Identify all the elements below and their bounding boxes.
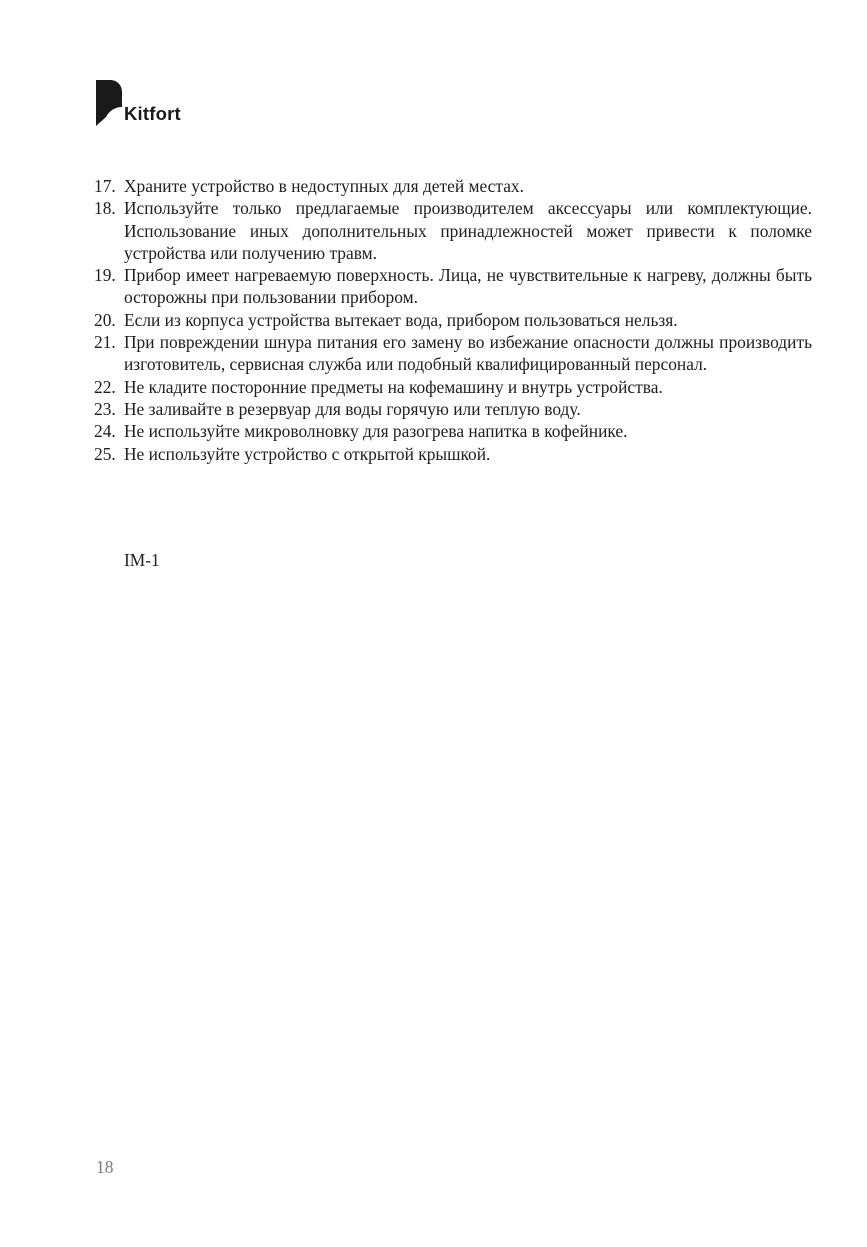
list-item [94,309,812,331]
brand-name: Kitfort [124,103,181,124]
item-text: Храните устройство в недоступных для детей местах. [124,176,524,196]
brand-logo [96,80,236,128]
item-number: 22. [94,376,116,397]
list-item [94,443,812,465]
list-item [94,420,812,442]
item-text: Прибор имеет нагреваемую поверхность. Лица, не чувствительные к нагреву, должны быть осторожны при пользовании прибором. [124,265,812,308]
instructions-list [94,175,812,465]
item-number: 23. [94,398,116,419]
item-number: 25. [94,443,116,464]
item-text: Не кладите посторонние предметы на кофемашину и внутрь устройства. [124,376,663,397]
item-number: 18. [94,198,116,219]
list-item [94,175,812,197]
list-item [94,264,812,309]
list-item [94,398,812,420]
item-text: Не заливайте в резервуар для воды горячую или теплую воду. [124,398,581,419]
item-text: Не используйте микроволновку для разогрева напитка в кофейнике. [124,421,628,442]
item-number: 24. [94,421,116,442]
item-number: 17. [94,176,116,196]
item-number: 19. [94,265,116,286]
kitfort-logo-icon [96,80,122,126]
page-number: 18 [96,1157,114,1177]
list-item [94,376,812,398]
item-text: Не используйте устройство с открытой крышкой. [124,443,491,464]
item-text: Если из корпуса устройства вытекает вода, прибором пользоваться нельзя. [124,309,678,330]
list-item [94,197,812,264]
item-number: 20. [94,309,116,330]
list-item [94,331,812,376]
item-text: Используйте только предлагаемые производителем аксессуары или комплектующие. Использование иных дополнительных принадлежностей может привести к поломке устройства или получению травм. [124,198,812,263]
item-text: При повреждении шнура питания его замену во избежание опасности должны производить изготовитель, сервисная служба или подобный квалифицированный персонал. [124,332,812,375]
model-code: IM-1 [124,550,160,570]
item-number: 21. [94,332,116,353]
